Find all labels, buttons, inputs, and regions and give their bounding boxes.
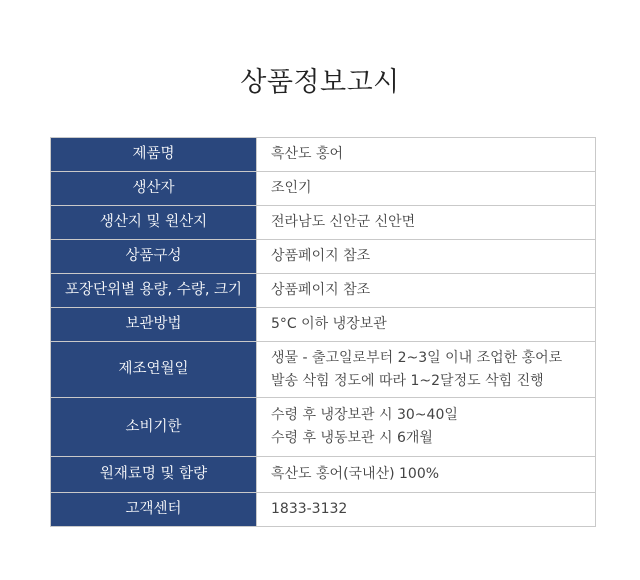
row-label-manufacture-date: 제조연월일 xyxy=(51,342,257,398)
value-line: 생물 - 출고일로부터 2~3일 이내 조업한 홍어로 xyxy=(271,349,563,366)
row-value-manufacture-date xyxy=(257,342,596,398)
table-row xyxy=(51,457,596,493)
row-value-origin xyxy=(257,206,596,240)
row-value-producer xyxy=(257,172,596,206)
table-row xyxy=(51,274,596,308)
value-line: 상품페이지 참조 xyxy=(271,282,371,298)
value-line: 5°C 이하 냉장보관 xyxy=(271,316,387,332)
row-value-expiry xyxy=(257,398,596,457)
table-row xyxy=(51,308,596,342)
row-label-composition: 상품구성 xyxy=(51,240,257,274)
table-row xyxy=(51,240,596,274)
table-row xyxy=(51,493,596,527)
row-value-ingredients xyxy=(257,457,596,493)
table-row xyxy=(51,172,596,206)
value-line: 전라남도 신안군 신안면 xyxy=(271,214,416,230)
row-label-packaging: 포장단위별 용량, 수량, 크기 xyxy=(51,274,257,308)
row-label-expiry: 소비기한 xyxy=(51,398,257,457)
row-label-producer: 생산자 xyxy=(51,172,257,206)
row-label-product-name: 제품명 xyxy=(51,138,257,172)
value-line: 조인기 xyxy=(271,180,312,196)
row-value-customer-center xyxy=(257,493,596,527)
value-line: 발송 삭힘 정도에 따라 1~2달정도 삭힘 진행 xyxy=(271,372,544,389)
value-line: 흑산도 홍어 xyxy=(271,146,344,162)
value-line: 수령 후 냉장보관 시 30~40일 xyxy=(271,407,458,423)
table-row xyxy=(51,206,596,240)
value-line: 상품페이지 참조 xyxy=(271,248,371,264)
page-title: 상품정보고시 xyxy=(240,67,400,98)
value-line: 수령 후 냉동보관 시 6개월 xyxy=(271,430,433,446)
value-line: 흑산도 홍어(국내산) 100% xyxy=(271,466,440,482)
row-label-storage: 보관방법 xyxy=(51,308,257,342)
table-row xyxy=(51,138,596,172)
row-value-composition xyxy=(257,240,596,274)
row-value-packaging xyxy=(257,274,596,308)
product-info-table xyxy=(50,137,596,527)
row-value-product-name xyxy=(257,138,596,172)
value-line: 1833-3132 xyxy=(271,501,348,517)
row-value-storage xyxy=(257,308,596,342)
table-row xyxy=(51,342,596,398)
row-label-customer-center: 고객센터 xyxy=(51,493,257,527)
table-row xyxy=(51,398,596,457)
row-label-origin: 생산지 및 원산지 xyxy=(51,206,257,240)
row-label-ingredients: 원재료명 및 함량 xyxy=(51,457,257,493)
